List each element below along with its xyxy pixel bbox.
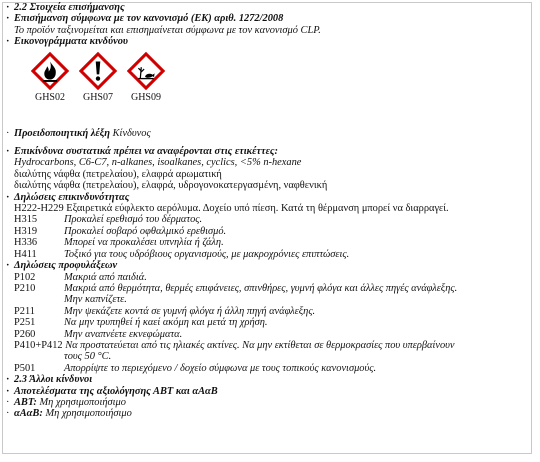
bullet: ·: [6, 36, 10, 48]
labelling-text: Το προϊόν ταξινομείται και επισημαίνεται σύμφωνα με τον κανονισμό CLP.: [14, 24, 321, 36]
precaution-row: P260 Μην αναπνέετε εκνεφώματα.: [14, 328, 183, 340]
section-2-2-title: · 2.2 Στοιχεία επισήμανσης: [6, 2, 125, 13]
pictogram-row: [6, 52, 528, 114]
hazard-row: H315 Προκαλεί ερεθισμό του δέρματος.: [14, 214, 203, 226]
pictogram-code: GHS09: [130, 91, 161, 103]
bullet: ·: [6, 374, 10, 386]
components-heading: · Επικίνδυνα συστατικά πρέπει να αναφέρονται στις ετικέττες:: [6, 146, 278, 158]
pbt-heading: · Αποτελέσματα της αξιολόγησης ΑΒΤ και αΑαΒ: [6, 385, 218, 397]
vpvb-row: · αΑαΒ: Μη χρησιμοποιήσιμο: [6, 408, 132, 420]
pictogram-ghs07: [74, 52, 122, 114]
bullet: ·: [6, 2, 10, 13]
exclamation-icon: [79, 52, 117, 90]
precaution-row: P102 Μακριά από παιδιά.: [14, 271, 147, 283]
pictogram-code: GHS02: [34, 91, 65, 103]
precaution-continuation: τους 50 °C.: [64, 351, 112, 363]
precaution-continuation: Μην καπνίζετε.: [64, 294, 127, 306]
pictograms-heading: · Εικονογράμματα κινδύνου: [6, 36, 128, 48]
bullet: ·: [6, 385, 10, 397]
bullet: ·: [6, 396, 10, 408]
flame-icon: [31, 52, 69, 90]
component-line: διαλύτης νάφθα (πετρελαίου), ελαφρά αρωματική: [14, 168, 222, 180]
pbt-row: · ΑΒΤ: Μη χρησιμοποιήσιμο: [6, 396, 126, 408]
precaution-row: P211 Μην ψεκάζετε κοντά σε γυμνή φλόγα ή άλλη πηγή ανάφλεξης.: [14, 305, 316, 317]
hazard-row: H336 Μπορεί να προκαλέσει υπνηλία ή ζάλη.: [14, 237, 224, 249]
precaution-row: P210 Μακριά από θερμότητα, θερμές επιφάνειες, σπινθήρες, γυμνή φλόγα και άλλες πηγές ανάφλεξης.: [14, 282, 458, 294]
precaution-row: P251 Να μην τρυπηθεί ή καεί ακόμη και μετά τη χρήση.: [14, 317, 268, 329]
precaution-heading: · Δηλώσεις προφυλάξεων: [6, 260, 118, 272]
bullet: ·: [6, 13, 10, 25]
hazard-heading: · Δηλώσεις επικινδυνότητας: [6, 191, 130, 203]
signal-word: · Προειδοποιητική λέξη Κίνδυνος: [6, 127, 151, 139]
bullet: ·: [6, 146, 10, 158]
pictogram-ghs09: [122, 52, 170, 114]
bullet: ·: [6, 127, 10, 139]
component-line: διαλύτης νάφθα (πετρελαίου), ελαφρά, υδρογονοκατεργασμένη, ναφθενική: [14, 180, 328, 192]
labelling-heading: · Επισήμανση σύμφωνα με τον κανονισμό (ΕΚ) αριθ. 1272/2008: [6, 13, 284, 25]
bullet: ·: [6, 260, 10, 272]
sds-document: [6, 2, 528, 420]
hazard-combined: H222-H229 Εξαιρετικά εύφλεκτο αερόλυμα. Δοχείο υπό πίεση. Κατά τη θέρμανση μπορεί να διαρραγεί.: [14, 203, 449, 215]
hazard-row: H411 Τοξικό για τους υδρόβιους οργανισμούς, με μακροχρόνιες επιπτώσεις.: [14, 248, 350, 260]
environment-icon: [127, 52, 165, 90]
precaution-row: P410+P412 Να προστατεύεται από τις ηλιακές ακτίνες. Να μην εκτίθεται σε θερμοκρασίες που υπερβαίνουν: [14, 339, 455, 351]
section-2-3-title: · 2.3 Άλλοι κίνδυνοι: [6, 374, 93, 386]
precaution-row: P501 Απορρίψτε το περιεχόμενο / δοχείο σύμφωνα με τους τοπικούς κανονισμούς.: [14, 362, 377, 374]
hazard-row: H319 Προκαλεί σοβαρό οφθαλμικό ερεθισμό.: [14, 225, 227, 237]
bullet: ·: [6, 408, 10, 420]
component-line: Hydrocarbons, C6-C7, n-alkanes, isoalkanes, cyclics, <5% n-hexane: [14, 157, 302, 169]
bullet: ·: [6, 191, 10, 203]
pictogram-code: GHS07: [82, 91, 113, 103]
pictogram-ghs02: [26, 52, 74, 114]
